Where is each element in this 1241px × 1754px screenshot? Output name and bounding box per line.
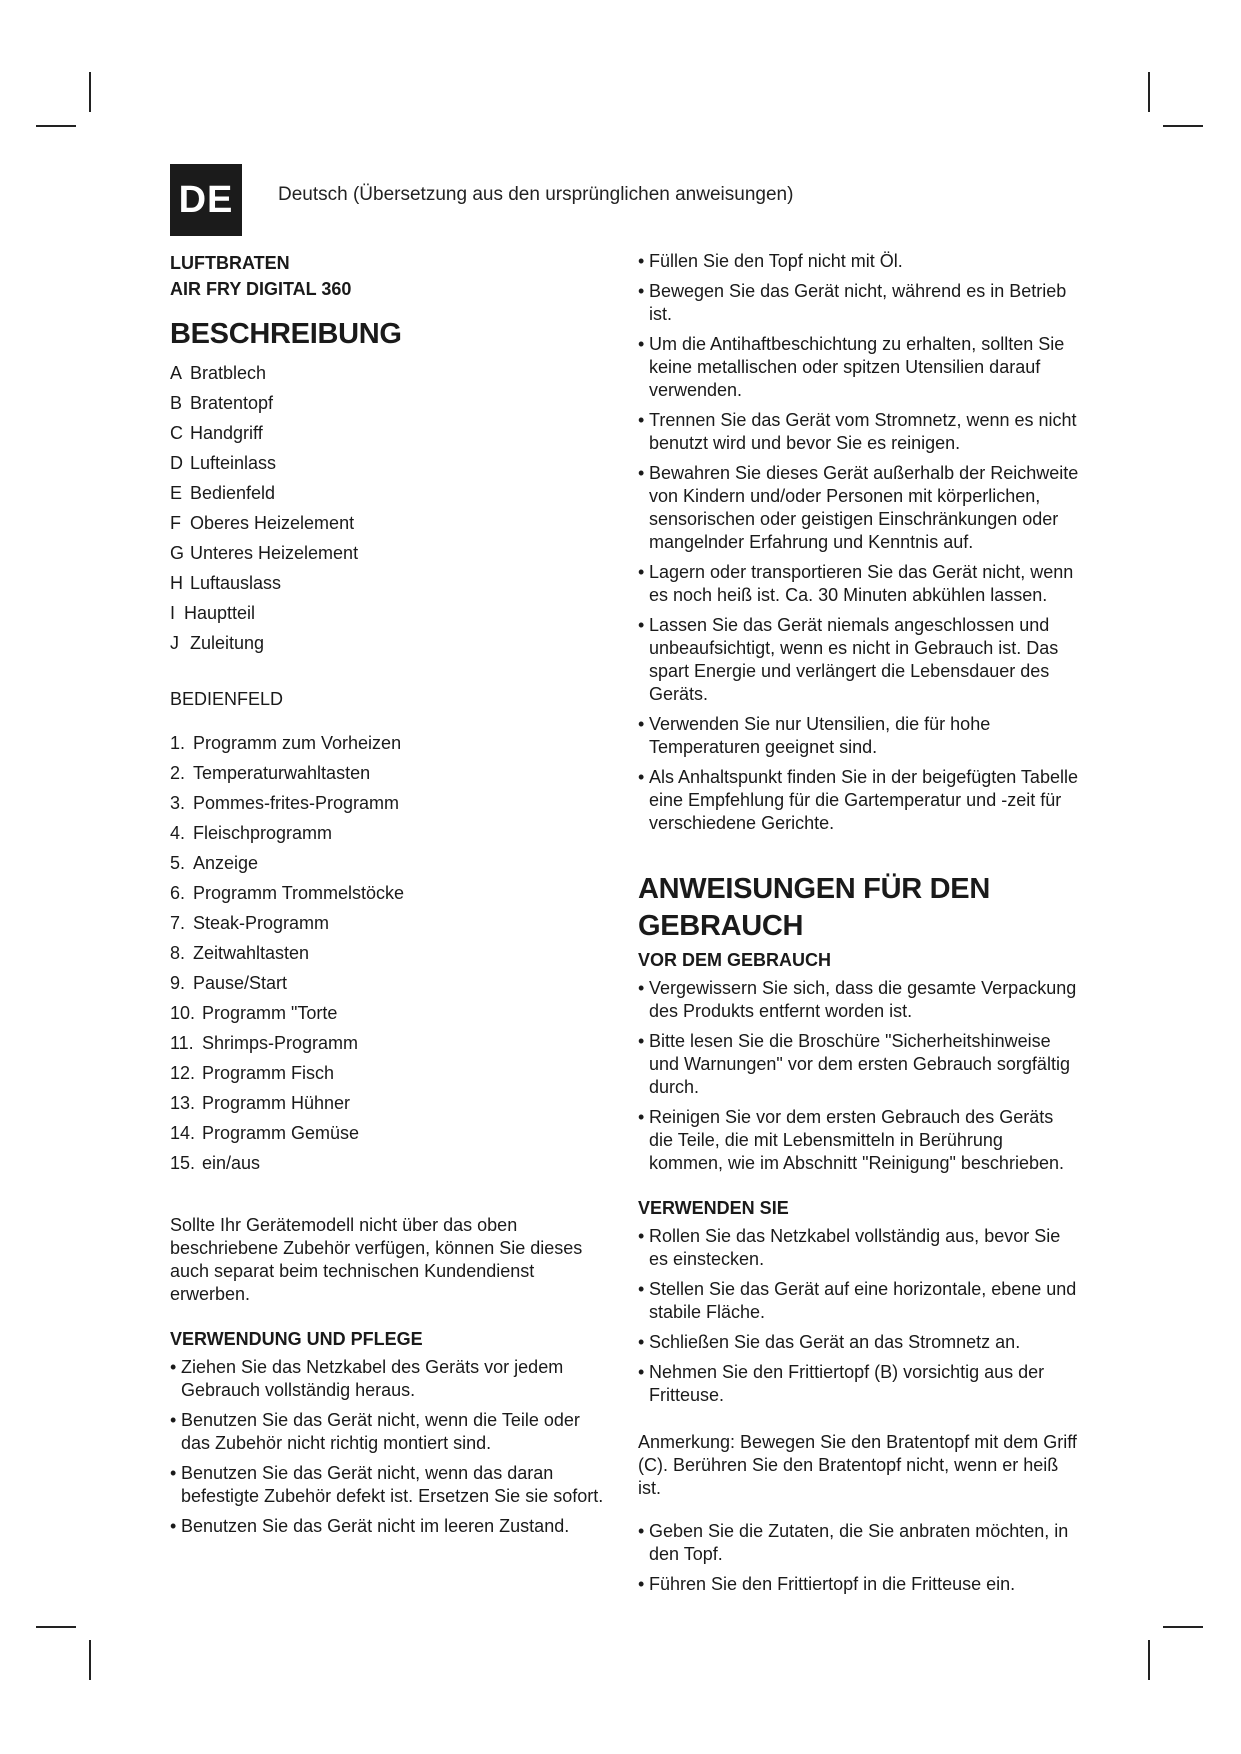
parts-list-item: J Zuleitung — [170, 633, 265, 653]
use-care-continued-list — [638, 250, 1080, 835]
use-care-item: • Benutzen Sie das Gerät nicht im leeren Zustand. — [170, 1516, 570, 1536]
crop-mark-top-right-vertical — [1148, 72, 1150, 112]
use-care-item: • Benutzen Sie das Gerät nicht, wenn die Teile oder das Zubehör nicht richtig montiert sind. — [170, 1410, 580, 1453]
use-list-continued — [638, 1520, 1080, 1596]
description-heading: BESCHREIBUNG — [170, 318, 402, 350]
crop-mark-top-left-horizontal — [36, 125, 76, 127]
before-use-item: • Reinigen Sie vor dem ersten Gebrauch des Geräts die Teile, die mit Lebensmitteln in Berührung kommen, wie im Abschnitt "Reinigung" beschrieben. — [638, 1107, 1064, 1173]
use-heading: VERWENDEN SIE — [638, 1198, 789, 1218]
parts-list-item: F Oberes Heizelement — [170, 513, 355, 533]
left-column — [170, 250, 610, 1545]
control-panel-item: 9. Pause/Start — [170, 973, 288, 993]
use-care-item: • Lassen Sie das Gerät niemals angeschlossen und unbeaufsichtigt, wenn es nicht in Gebrauch ist. Das spart Energie und verlängert die Lebensdauer des Geräts. — [638, 615, 1059, 704]
control-panel-item: 14. Programm Gemüse — [170, 1123, 360, 1143]
use-care-item: • Bewahren Sie dieses Gerät außerhalb der Reichweite von Kindern und/oder Personen mit körperlichen, sensorischen oder geistigen Einschränkungen oder mangelnder Erfahrung und Kenntnis auf. — [638, 463, 1079, 552]
control-panel-heading: BEDIENFELD — [170, 689, 284, 709]
parts-list-item: G Unteres Heizelement — [170, 543, 359, 563]
use-care-heading: VERWENDUNG UND PFLEGE — [170, 1329, 423, 1349]
parts-list — [170, 358, 610, 658]
use-item: • Geben Sie die Zutaten, die Sie anbraten möchten, in den Topf. — [638, 1521, 1069, 1564]
parts-list-item: B Bratentopf — [170, 393, 274, 413]
before-use-item: • Vergewissern Sie sich, dass die gesamte Verpackung des Produkts entfernt worden ist. — [638, 978, 1077, 1021]
use-item: • Nehmen Sie den Frittiertopf (B) vorsichtig aus der Fritteuse. — [638, 1362, 1045, 1405]
use-care-item: • Ziehen Sie das Netzkabel des Geräts vor jedem Gebrauch vollständig heraus. — [170, 1357, 564, 1400]
parts-list-item: I Hauptteil — [170, 603, 256, 623]
accessory-note: Sollte Ihr Gerätemodell nicht über das oben beschriebene Zubehör verfügen, können Sie dieses auch separat beim technischen Kundendienst erwerben. — [170, 1215, 583, 1304]
parts-list-item: H Luftauslass — [170, 573, 282, 593]
crop-mark-bottom-left-vertical — [89, 1640, 91, 1680]
use-care-list — [170, 1356, 610, 1538]
control-panel-item: 8. Zeitwahltasten — [170, 943, 310, 963]
control-panel-item: 7. Steak-Programm — [170, 913, 330, 933]
crop-mark-bottom-right-vertical — [1148, 1640, 1150, 1680]
before-use-list — [638, 977, 1080, 1175]
use-care-item: • Bewegen Sie das Gerät nicht, während es in Betrieb ist. — [638, 281, 1067, 324]
language-note: Deutsch (Übersetzung aus den ursprünglichen anweisungen) — [278, 184, 794, 205]
control-panel-item: 3. Pommes-frites-Programm — [170, 793, 400, 813]
control-panel-item: 11. Shrimps-Programm — [170, 1033, 359, 1053]
control-panel-item: 10. Programm "Torte — [170, 1003, 338, 1023]
crop-mark-bottom-right-horizontal — [1163, 1626, 1203, 1628]
use-item: • Schließen Sie das Gerät an das Stromnetz an. — [638, 1332, 1021, 1352]
product-name: LUFTBRATEN — [170, 253, 290, 273]
control-panel-item: 12. Programm Fisch — [170, 1063, 335, 1083]
crop-mark-top-left-vertical — [89, 72, 91, 112]
use-care-item: • Als Anhaltspunkt finden Sie in der beigefügten Tabelle eine Empfehlung für die Gartemperatur und -zeit für verschiedene Gerichte. — [638, 767, 1078, 833]
parts-list-item: E Bedienfeld — [170, 483, 276, 503]
parts-list-item: D Lufteinlass — [170, 453, 277, 473]
control-panel-item: 4. Fleischprogramm — [170, 823, 333, 843]
control-panel-item: 15. ein/aus — [170, 1153, 261, 1173]
use-item: • Stellen Sie das Gerät auf eine horizontale, ebene und stabile Fläche. — [638, 1279, 1077, 1322]
use-care-item: • Um die Antihaftbeschichtung zu erhalten, sollten Sie keine metallischen oder spitzen Utensilien darauf verwenden. — [638, 334, 1065, 400]
before-use-heading: VOR DEM GEBRAUCH — [638, 950, 832, 970]
product-model: AIR FRY DIGITAL 360 — [170, 279, 352, 299]
use-list — [638, 1225, 1080, 1407]
control-panel-item: 1. Programm zum Vorheizen — [170, 733, 402, 753]
use-item: • Führen Sie den Frittiertopf in die Fritteuse ein. — [638, 1574, 1016, 1594]
crop-mark-bottom-left-horizontal — [36, 1626, 76, 1628]
control-panel-item: 5. Anzeige — [170, 853, 259, 873]
parts-list-item: C Handgriff — [170, 423, 263, 443]
instructions-heading: ANWEISUNGEN FÜR DEN GEBRAUCH — [638, 873, 990, 942]
use-item: • Rollen Sie das Netzkabel vollständig aus, bevor Sie es einstecken. — [638, 1226, 1061, 1269]
use-care-item: • Füllen Sie den Topf nicht mit Öl. — [638, 251, 903, 271]
language-badge: DE — [170, 164, 242, 236]
parts-list-item: A Bratblech — [170, 363, 267, 383]
use-care-item: • Benutzen Sie das Gerät nicht, wenn das daran befestigte Zubehör defekt ist. Ersetzen Sie sie sofort. — [170, 1463, 604, 1506]
use-care-item: • Verwenden Sie nur Utensilien, die für hohe Temperaturen geeignet sind. — [638, 714, 991, 757]
use-care-item: • Lagern oder transportieren Sie das Gerät nicht, wenn es noch heiß ist. Ca. 30 Minuten abkühlen lassen. — [638, 562, 1074, 605]
handle-note: Anmerkung: Bewegen Sie den Bratentopf mit dem Griff (C). Berühren Sie den Bratentopf nicht, wenn er heiß ist. — [638, 1432, 1077, 1498]
use-care-item: • Trennen Sie das Gerät vom Stromnetz, wenn es nicht benutzt wird und bevor Sie es reinigen. — [638, 410, 1077, 453]
control-panel-item: 2. Temperaturwahltasten — [170, 763, 371, 783]
control-panel-item: 6. Programm Trommelstöcke — [170, 883, 405, 903]
control-panel-list — [170, 728, 610, 1178]
crop-mark-top-right-horizontal — [1163, 125, 1203, 127]
before-use-item: • Bitte lesen Sie die Broschüre "Sicherheitshinweise und Warnungen" vor dem ersten Gebrauch sorgfältig durch. — [638, 1031, 1070, 1097]
control-panel-item: 13. Programm Hühner — [170, 1093, 351, 1113]
right-column — [638, 250, 1080, 1603]
